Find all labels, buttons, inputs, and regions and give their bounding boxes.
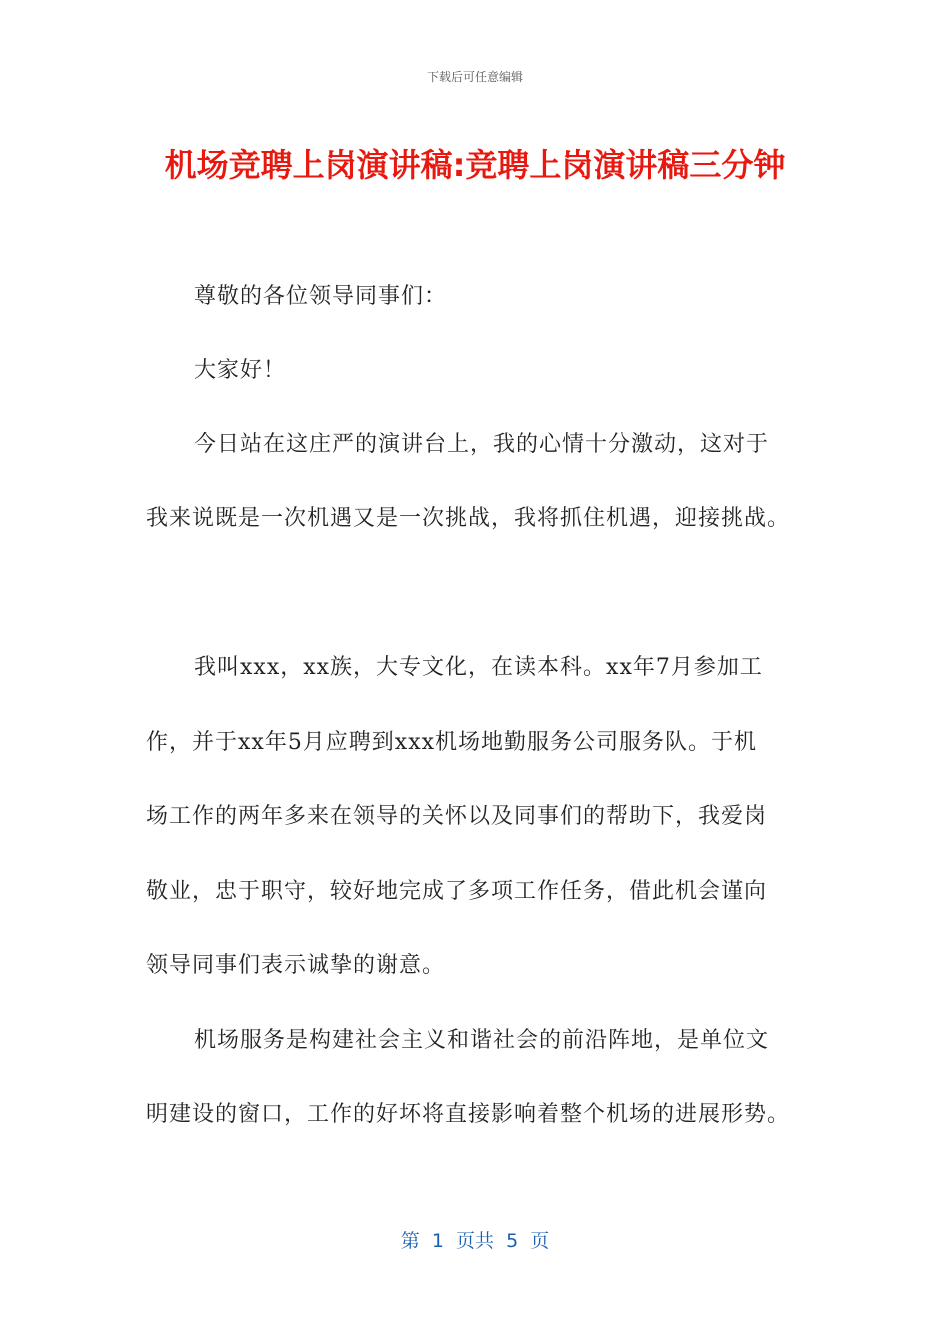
- paragraph-line: 我来说既是一次机遇又是一次挑战，我将抓住机遇，迎接挑战。: [146, 506, 791, 531]
- paragraph-line: 敬业，忠于职守，较好地完成了多项工作任务，借此机会谨向: [146, 879, 768, 904]
- paragraph-line: 今日站在这庄严的演讲台上，我的心情十分激动，这对于: [194, 432, 770, 457]
- document-title: 机场竞聘上岗演讲稿:竞聘上岗演讲稿三分钟: [164, 146, 786, 184]
- header-note: 下载后可任意编辑: [426, 70, 523, 84]
- paragraph-line: 明建设的窗口，工作的好坏将直接影响着整个机场的进展形势。: [146, 1102, 791, 1127]
- paragraph-line: 场工作的两年多来在领导的关怀以及同事们的帮助下，我爱岗: [146, 804, 768, 829]
- paragraph-line: 机场服务是构建社会主义和谐社会的前沿阵地，是单位文: [194, 1028, 770, 1053]
- paragraph-line: 我叫xxx，xx族，大专文化，在读本科。xx年7月参加工: [194, 655, 763, 680]
- page-number-footer: 第 1 页共 5 页: [400, 1230, 550, 1252]
- paragraph-line: 作，并于xx年5月应聘到xxx机场地勤服务公司服务队。于机: [146, 730, 758, 755]
- paragraph-line-greeting: 大家好！: [194, 358, 287, 383]
- paragraph-line: 领导同事们表示诚挚的谢意。: [146, 953, 446, 978]
- paragraph-line-salutation: 尊敬的各位领导同事们：: [194, 284, 448, 309]
